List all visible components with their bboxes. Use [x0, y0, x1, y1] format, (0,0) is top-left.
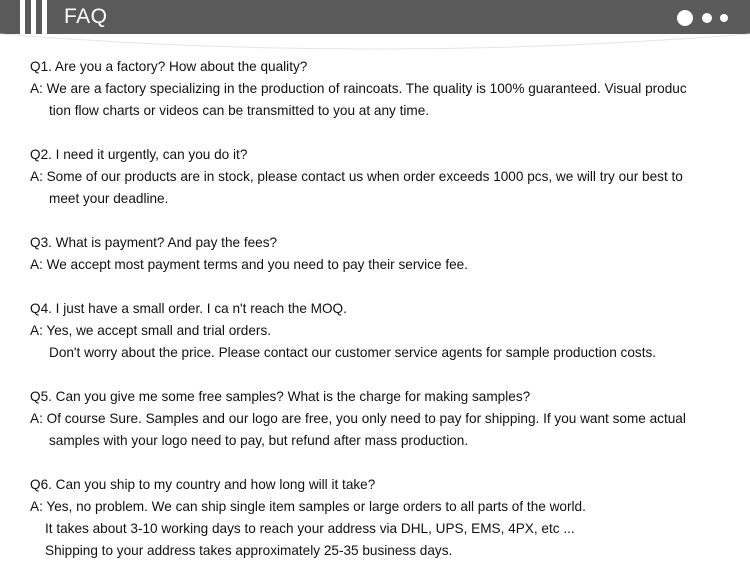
- faq-answer-line: tion flow charts or videos can be transmitted to you at any time.: [49, 103, 430, 118]
- header-dots-decoration: [677, 10, 743, 26]
- faq-answer-line: A: We are a factory specializing in the production of raincoats. The quality is 100% guaranteed. Visual produc: [30, 81, 687, 96]
- faq-answer-line: A: Of course Sure. Samples and our logo are free, you only need to pay for shipping. If you want some actual: [30, 411, 686, 426]
- faq-answer-line: Don't worry about the price. Please contact our customer service agents for sample production costs.: [49, 345, 657, 360]
- faq-question: Q6. Can you ship to my country and how long will it take?: [30, 477, 376, 492]
- faq-question: Q4. I just have a small order. I ca n't reach the MOQ.: [30, 301, 347, 316]
- faq-answer-line: meet your deadline.: [49, 191, 169, 206]
- faq-item: [30, 298, 730, 364]
- faq-question: Q1. Are you a factory? How about the quality?: [30, 59, 308, 74]
- faq-item: [30, 56, 730, 122]
- faq-answer-line: A: We accept most payment terms and you need to pay their service fee.: [30, 257, 468, 272]
- faq-answer-line: A: Yes, we accept small and trial orders.: [30, 323, 272, 338]
- faq-answer-line: Shipping to your address takes approximately 25-35 business days.: [45, 543, 453, 558]
- header-stripe: [31, 0, 36, 34]
- faq-question: Q2. I need it urgently, can you do it?: [30, 147, 248, 162]
- header-stripe: [42, 0, 47, 34]
- faq-answer-line: A: Yes, no problem. We can ship single item samples or large orders to all parts of the world.: [30, 499, 586, 514]
- faq-header-bar: [0, 0, 750, 34]
- faq-item: [30, 474, 730, 562]
- faq-question: Q5. Can you give me some free samples? What is the charge for making samples?: [30, 389, 531, 404]
- faq-answer-line: samples with your logo need to pay, but refund after mass production.: [49, 433, 469, 448]
- faq-list: [30, 56, 730, 584]
- faq-item: [30, 386, 730, 452]
- faq-item: [30, 232, 730, 276]
- dot-icon: [720, 14, 728, 22]
- header-stripe: [20, 0, 25, 34]
- faq-answer-line: A: Some of our products are in stock, please contact us when order exceeds 1000 pcs, we will try our best to: [30, 169, 683, 184]
- page-title: FAQ: [64, 5, 108, 28]
- faq-item: [30, 144, 730, 210]
- dot-icon: [702, 13, 712, 23]
- faq-answer-line: It takes about 3-10 working days to reach your address via DHL, UPS, EMS, 4PX, etc ...: [45, 521, 575, 536]
- dot-icon: [677, 10, 693, 26]
- header-stripes-decoration: [20, 0, 56, 34]
- faq-question: Q3. What is payment? And pay the fees?: [30, 235, 278, 250]
